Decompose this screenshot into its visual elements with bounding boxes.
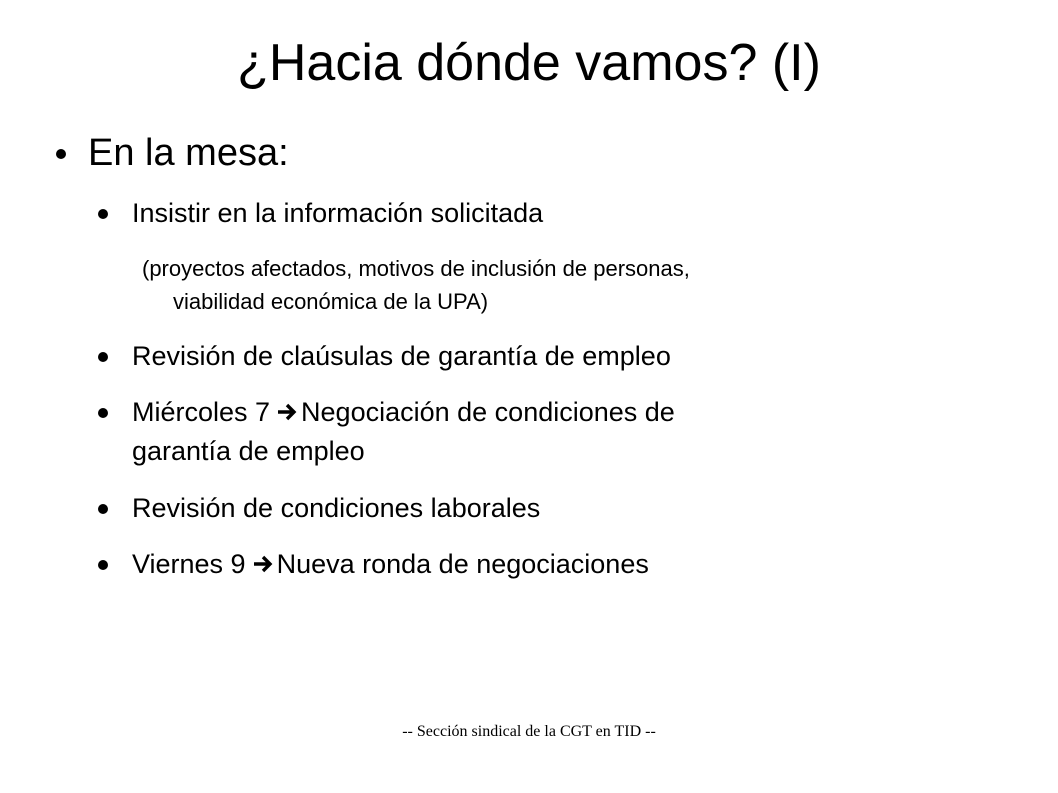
list-item-text: Nueva ronda de negociaciones <box>276 549 649 579</box>
bullet-dot <box>98 209 108 219</box>
bullet-dot <box>98 408 108 418</box>
list-item-date: Viernes 9 <box>132 549 246 579</box>
list-item-note: (proyectos afectados, motivos de inclusión de personas, <box>142 256 690 281</box>
slide-title: ¿Hacia dónde vamos? (I) <box>237 34 821 92</box>
list-item-text: Negociación de condiciones de <box>301 397 675 427</box>
main-bullet: En la mesa: <box>88 132 289 174</box>
list-item <box>132 547 649 582</box>
list-item: Insistir en la información solicitada <box>132 198 544 228</box>
bullet-dot <box>98 504 108 514</box>
right-arrow-icon <box>276 402 298 422</box>
list-item <box>132 395 675 430</box>
list-item-continuation: garantía de empleo <box>132 436 365 466</box>
list-item-note: viabilidad económica de la UPA) <box>173 289 489 314</box>
list-item: Revisión de condiciones laborales <box>132 493 541 523</box>
list-item-date: Miércoles 7 <box>132 397 271 427</box>
bullet-dot <box>98 352 108 362</box>
slide-footer: -- Sección sindical de la CGT en TID -- <box>402 723 656 740</box>
right-arrow-icon <box>252 554 274 574</box>
list-item: Revisión de claúsulas de garantía de empleo <box>132 341 671 371</box>
bullet-dot <box>98 560 108 570</box>
bullet-dot <box>56 149 66 159</box>
